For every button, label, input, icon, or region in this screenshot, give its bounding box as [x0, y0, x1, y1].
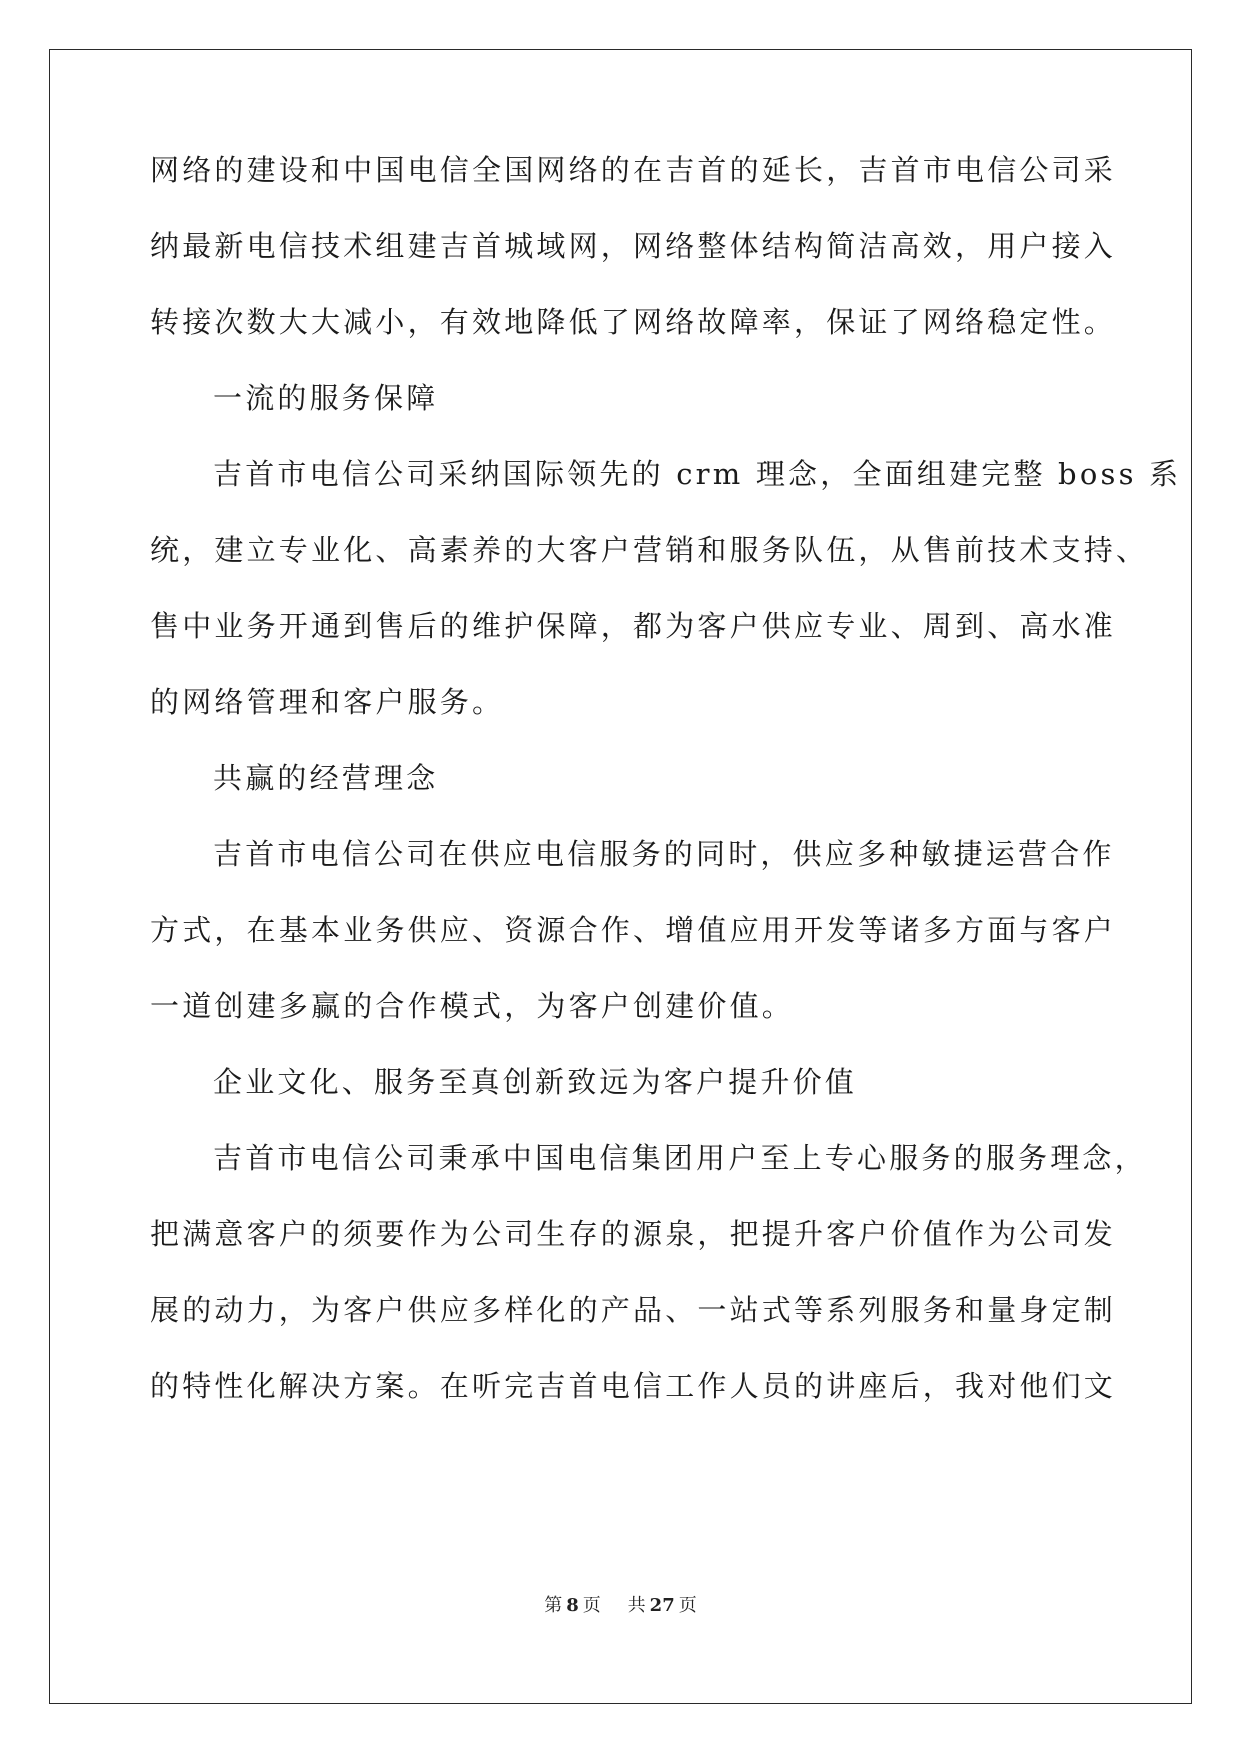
page-number: 8	[566, 1595, 579, 1616]
section-heading: 共赢的经营理念	[213, 761, 439, 795]
text-line: 吉首市电信公司在供应电信服务的同时，供应多种敏捷运营合作	[213, 837, 1115, 871]
text-line: 方式，在基本业务供应、资源合作、增值应用开发等诸多方面与客户	[150, 913, 1117, 947]
text-line: 纳最新电信技术组建吉首城域网，网络整体结构简洁高效，用户接入	[150, 229, 1117, 263]
page-footer	[0, 1594, 1241, 1618]
page-prefix: 第	[544, 1595, 563, 1616]
text-line: 转接次数大大减小，有效地降低了网络故障率，保证了网络稳定性。	[150, 305, 1117, 339]
total-suffix: 页	[678, 1595, 697, 1616]
text-line: 统，建立专业化、高素养的大客户营销和服务队伍，从售前技术支持、	[150, 533, 1149, 567]
section-heading: 一流的服务保障	[213, 381, 439, 415]
text-line: 的网络管理和客户服务。	[150, 685, 505, 719]
total-pages: 27	[649, 1595, 675, 1616]
text-line: 一道创建多赢的合作模式，为客户创建价值。	[150, 989, 795, 1023]
text-line: 网络的建设和中国电信全国网络的在吉首的延长，吉首市电信公司采	[150, 153, 1117, 187]
text-line: 售中业务开通到售后的维护保障，都为客户供应专业、周到、高水准	[150, 609, 1117, 643]
section-heading: 企业文化、服务至真创新致远为客户提升价值	[213, 1065, 858, 1099]
page-suffix: 页	[582, 1595, 601, 1616]
text-line: 的特性化解决方案。在听完吉首电信工作人员的讲座后，我对他们文	[150, 1369, 1117, 1403]
total-prefix: 共	[627, 1595, 646, 1616]
text-line: 展的动力，为客户供应多样化的产品、一站式等系列服务和量身定制	[150, 1293, 1117, 1327]
text-line: 吉首市电信公司采纳国际领先的 crm 理念，全面组建完整 boss 系	[213, 457, 1182, 491]
page-border	[49, 49, 1192, 1704]
text-line: 把满意客户的须要作为公司生存的源泉，把提升客户价值作为公司发	[150, 1217, 1117, 1251]
text-line: 吉首市电信公司秉承中国电信集团用户至上专心服务的服务理念，	[213, 1141, 1147, 1175]
